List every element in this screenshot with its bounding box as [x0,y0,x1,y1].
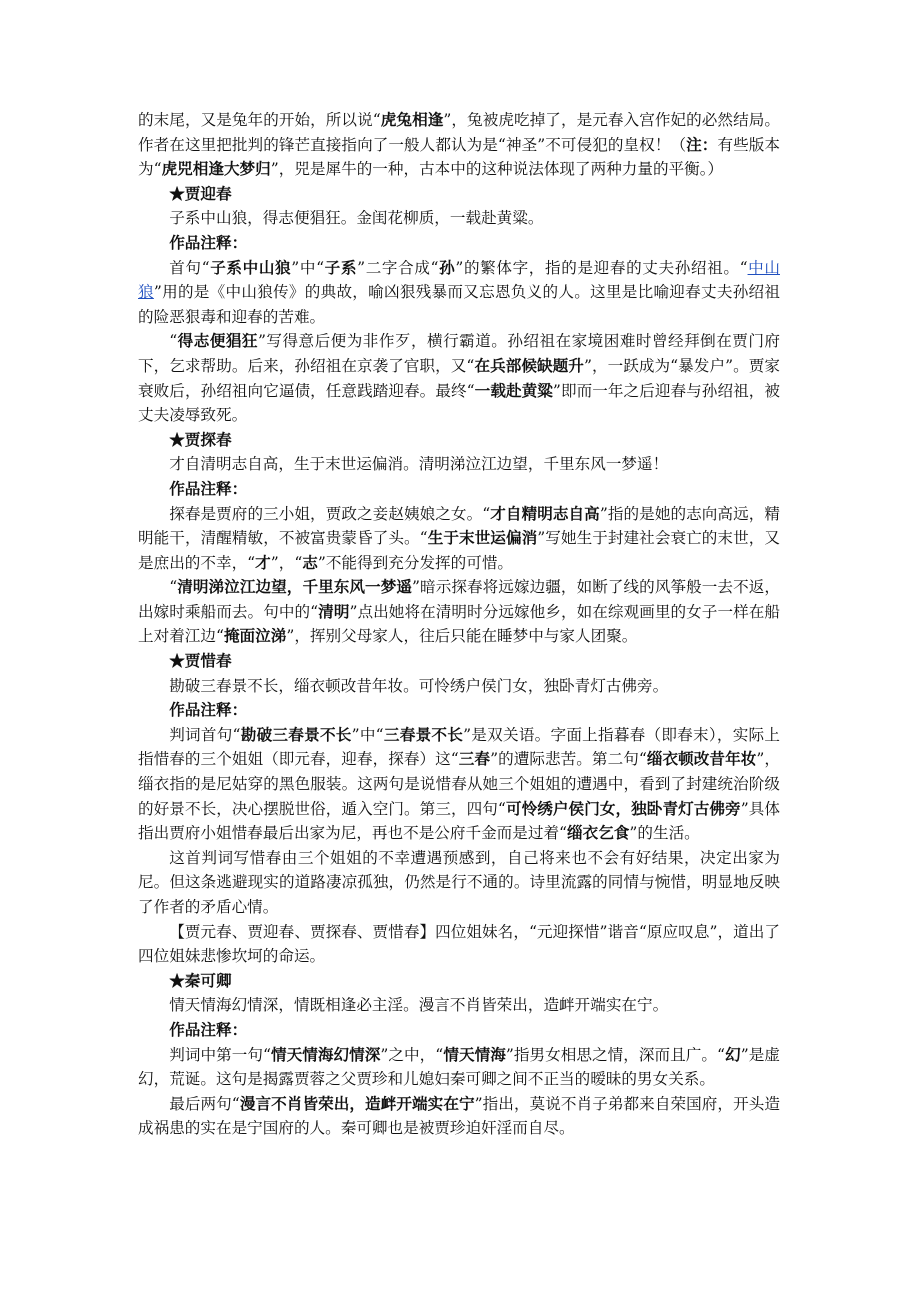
bold-phrase: 清明 [318,601,350,621]
bold-phrase: 才 [255,552,271,572]
text: ”指的是她的志向高远，精明能干，清醒精敏，不被富贵蒙昏了头。“ [138,504,780,548]
text: “ [169,578,178,597]
bold-phrase: 清明涕泣江边望，千里东风一梦遥 [177,577,413,597]
intro-paragraph [138,108,780,182]
bold-phrase: 缁衣乞食 [567,823,630,843]
text: 探春是贾府的三小姐，贾政之妾赵姨娘之女。“ [169,504,491,523]
heading-xichun: ★贾惜春 [169,651,232,671]
text: ”的生活。 [629,824,700,843]
bold-phrase: 虎兔相逢 [380,110,444,129]
bold-phrase: 虎兕相逢大梦归 [161,159,271,179]
bold-phrase: 情天情海幻情深 [270,1044,381,1064]
text: ”，缁衣指的是尼姑穿的黑色服装。这两句是说惜春从她三个姐姐的遭遇中，看到了封建统治阶级的好景不长，决心摆脱世俗，遁入空门。第三，四句“ [138,750,780,818]
text: ”的繁体字，指的是迎春的丈夫孙绍祖。“ [455,258,748,277]
bold-phrase: 勘破三春景不长 [240,724,352,744]
text: ”，兔被虎吃掉了，是元春入宫作妃的必然结局。作者在这里把批判的锋芒直接指向了一般人都认为是“神圣”不可侵犯的皇权！（ [138,111,780,154]
note-label: 作品注释： [169,232,248,252]
note-paragraph [138,723,780,846]
bold-phrase: 生于末世运偏消 [427,528,538,548]
note-paragraph [138,1092,780,1141]
bold-phrase: 得志便猖狂 [177,331,258,351]
note-label: 作品注释： [169,1019,248,1039]
heading-tanchun: ★贾探春 [169,429,232,449]
text: ”中“ [351,725,384,744]
zhongshanlang-link[interactable]: 中山狼 [138,258,780,302]
bold-phrase: 才自精明志自高 [490,503,600,523]
bold-phrase: 志 [302,552,318,572]
text: ”写她生于封建社会衰亡的末世，又是庶出的不幸，“ [138,529,780,572]
bold-phrase: 可怜绣户侯门女，独卧青灯古佛旁 [505,798,741,818]
text: ”即而一年之后迎春与孙绍祖，被丈夫凌辱致死。 [138,381,780,425]
note-paragraph [138,329,780,427]
text: ”不能得到充分发挥的可惜。 [317,553,514,572]
bold-phrase: 漫言不肖皆荣出，造衅开端实在宁 [239,1093,475,1113]
bold-phrase: 幻 [725,1044,741,1064]
heading-keqing: ★秦可卿 [169,970,232,990]
bold-phrase: 子系 [324,257,358,277]
note-paragraph: 这首判词写惜春由三个姐姐的不幸遭遇预感到，自己将来也不会有好结果，决定出家为尼。但这条逃避现实的道路凄凉孤独，仍然是行不通的。诗里流露的同情与惋惜，明显地反映了作者的矛盾心情。 [138,848,780,916]
text: ”是双关语。字面上指暮春（即春末），实际上指惜春的三个姐姐（即元春，迎春，探春）这“ [138,725,780,769]
document-page [138,108,780,1141]
text: ”指男女相思之情，深而且广。“ [505,1045,726,1064]
bold-phrase: 缁衣顿改昔年妆 [646,749,757,769]
text: ”，“ [270,553,303,572]
text: ”，一跃成为“暴发户”。贾家衰败后，孙绍祖向它逼债，任意践踏迎春。最终“ [138,356,780,400]
poem-tanchun: 才自清明志自高，生于末世运偏消。清明涕泣江边望，千里东风一梦遥！ [169,455,669,474]
bold-phrase: 三春 [458,749,491,769]
poem-xichun: 勘破三春景不长，缁衣顿改昔年妆。可怜绣户侯门女，独卧青灯古佛旁。 [169,676,669,695]
bold-phrase: 情天情海 [443,1044,506,1064]
text: ”是虚幻，荒诞。这句是揭露贾蓉之父贾珍和儿媳妇秦可卿之间不正当的暧昧的男女关系。 [138,1045,780,1089]
bold-phrase: 掩面泣涕 [223,626,287,646]
text: ”暗示探春将远嫁边疆，如断了线的风筝般一去不返，出嫁时乘船而去。句中的“ [138,578,780,621]
text: ”具体指出贾府小姐惜春最后出家为尼，再也不是公府千金而是过着“ [138,799,780,843]
text: “ [169,332,178,351]
poem-yingchun: 子系中山狼，得志便猖狂。金闺花柳质，一载赴黄粱。 [169,209,544,228]
note-paragraph [138,575,780,649]
text: ”，兕是犀牛的一种，古本中的这种说法体现了两种力量的平衡。） [270,160,724,179]
summary-paragraph: 【贾元春、贾迎春、贾探春、贾惜春】四位姐妹名，“元迎探惜”谐音“原应叹息”，道出了四位姐妹悲惨坎坷的命运。 [138,922,780,966]
bold-phrase: 注： [686,134,718,154]
heading-yingchun: ★贾迎春 [169,183,232,203]
bold-phrase: 在兵部候缺题升 [474,355,584,375]
text: 判词首句“ [169,725,241,744]
text: ”，挥别父母家人，往后只能在睡梦中与家人团聚。 [286,627,638,646]
bold-phrase: 孙 [438,257,456,277]
text: ”中“ [291,258,325,277]
note-label: 作品注释： [169,478,248,498]
bold-phrase: 子系中山狼 [209,257,292,277]
text: 最后两句“ [169,1094,240,1113]
note-paragraph [138,256,780,330]
text: ”用的是《中山狼传》的典故，喻凶狠残暴而又忘恩负义的人。这里是比喻迎春丈夫孙绍祖的险恶狠毒和迎春的苦难。 [138,283,780,326]
poem-keqing: 情天情海幻情深，情既相逢必主淫。漫言不肖皆荣出，造衅开端实在宁。 [169,996,669,1015]
bold-phrase: 三春景不长 [383,724,464,744]
text: ”指出，莫说不肖子弟都来自荣国府，开头造成祸患的实在是宁国府的人。秦可卿也是被贾珍迫奸淫而自尽。 [138,1094,780,1138]
text: ”点出她将在清明时分远嫁他乡，如在综观画里的女子一样在船上对着江边“ [138,602,780,646]
text: 判词中第一句“ [169,1045,271,1064]
text: ”写得意后便为非作歹，横行霸道。孙绍祖在家境困难时曾经拜倒在贾门府下，乞求帮助。后来，孙绍祖在京袭了官职，又“ [138,332,780,375]
text: ”二字合成“ [357,258,439,277]
text: 有些版本为“ [138,135,780,179]
bold-phrase: 一载赴黄粱 [474,380,553,400]
note-label: 作品注释： [169,700,248,720]
text: 的末尾，又是兔年的开始，所以说“ [138,111,381,129]
note-paragraph [138,1043,780,1092]
text: ”之中，“ [380,1045,444,1064]
note-paragraph [138,502,780,576]
text: ”的遭际悲苦。第二句“ [490,750,647,769]
text: 首句“ [169,258,210,277]
